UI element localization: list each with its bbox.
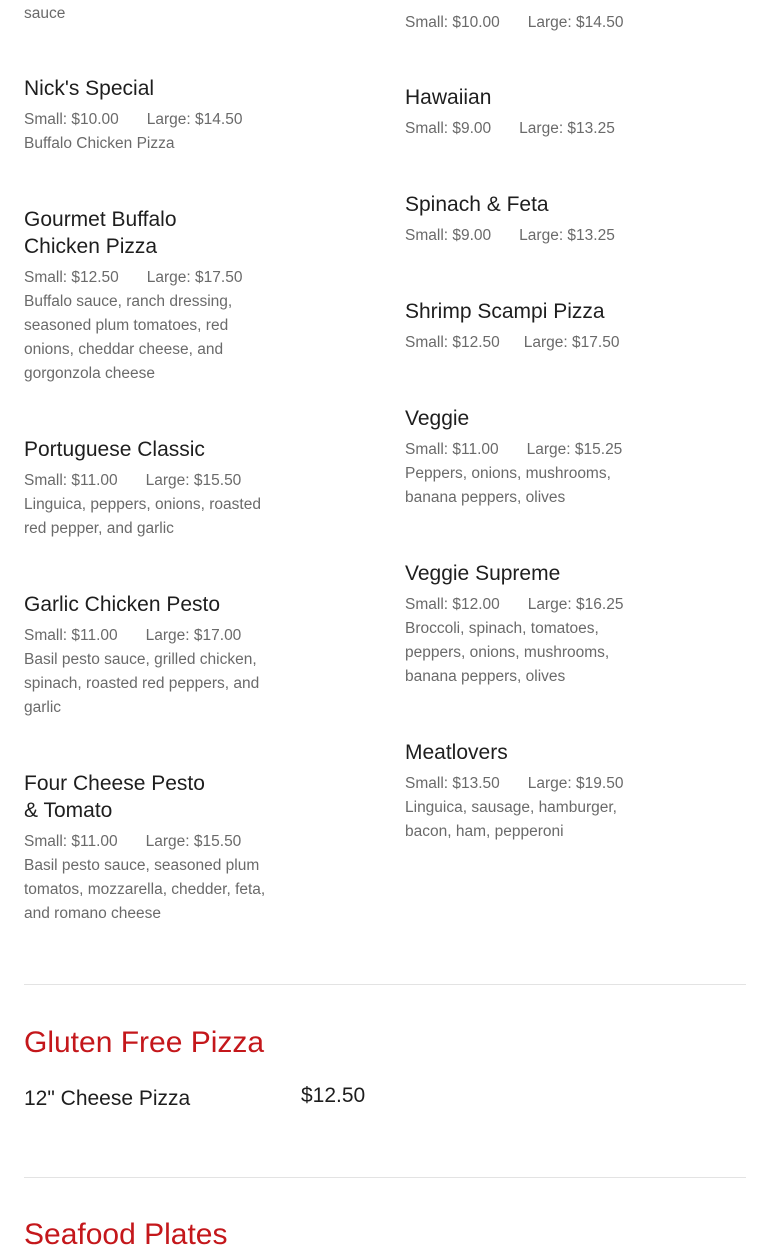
item-description-fragment: sauce: [24, 5, 66, 22]
menu-item: [24, 770, 269, 926]
small-price: Small: $13.50: [405, 775, 500, 792]
large-price: Large: $14.50: [146, 111, 243, 128]
small-price: Small: $11.00: [24, 472, 118, 489]
item-prices: [405, 224, 655, 248]
small-price: Small: $9.00: [405, 227, 492, 244]
section-divider: [24, 984, 746, 985]
item-name: Hawaiian: [405, 86, 492, 109]
large-price: Large: $13.25: [519, 227, 615, 244]
item-name: Four Cheese Pesto & Tomato: [24, 772, 205, 822]
small-price: Small: $9.00: [405, 120, 492, 137]
menu-item: [405, 84, 655, 141]
item-name: 12" Cheese Pizza: [24, 1087, 191, 1110]
item-description: Linguica, peppers, onions, roasted red pepper, and garlic: [24, 496, 261, 537]
menu-item: [24, 206, 243, 386]
item-description: Buffalo sauce, ranch dressing, seasoned plum tomatoes, red onions, cheddar cheese, and gorgonzola cheese: [24, 293, 233, 382]
menu-item: [405, 560, 624, 689]
item-name: Nick's Special: [24, 77, 155, 100]
large-price: Large: $14.50: [527, 14, 624, 31]
section-title-seafood: Seafood Plates: [24, 1218, 228, 1251]
small-price: Small: $12.00: [405, 596, 500, 613]
large-price: Large: $17.50: [523, 334, 620, 351]
item-name: Veggie: [405, 407, 470, 430]
item-name: Portuguese Classic: [24, 438, 205, 461]
small-price: Small: $11.00: [405, 441, 499, 458]
item-prices: [24, 830, 269, 854]
large-price: Large: $13.25: [519, 120, 615, 137]
menu-item: [405, 739, 624, 844]
item-name: Gourmet Buffalo Chicken Pizza: [24, 208, 177, 258]
item-description: Basil pesto sauce, grilled chicken, spinach, roasted red peppers, and garlic: [24, 651, 260, 716]
small-price: Small: $10.00: [405, 14, 500, 31]
item-description: Peppers, onions, mushrooms, banana peppers, olives: [405, 465, 611, 506]
menu-item: [405, 298, 655, 355]
item-name: Shrimp Scampi Pizza: [405, 300, 605, 323]
item-name: Meatlovers: [405, 741, 508, 764]
large-price: Large: $17.00: [145, 627, 242, 644]
large-price: Large: $15.50: [145, 833, 242, 850]
large-price: Large: $15.50: [145, 472, 242, 489]
section-title-gluten-free: Gluten Free Pizza: [24, 1026, 265, 1059]
item-prices: [405, 331, 655, 355]
menu-item: [24, 591, 274, 720]
section-divider: [24, 1177, 746, 1178]
item-prices: [405, 593, 624, 617]
item-prices: [24, 266, 243, 290]
item-description: Linguica, sausage, hamburger, bacon, ham, pepperoni: [405, 799, 617, 840]
item-prices-fragment: [405, 11, 623, 35]
small-price: Small: $11.00: [24, 833, 118, 850]
menu-item: [24, 436, 274, 541]
item-prices: [24, 624, 274, 648]
item-description: Buffalo Chicken Pizza: [24, 135, 175, 152]
small-price: Small: $10.00: [24, 111, 119, 128]
large-price: Large: $15.25: [526, 441, 623, 458]
large-price: Large: $16.25: [527, 596, 624, 613]
item-prices: [405, 438, 623, 462]
item-name: Veggie Supreme: [405, 562, 561, 585]
menu-item: [405, 191, 655, 248]
small-price: Small: $12.50: [405, 334, 500, 351]
item-name: Spinach & Feta: [405, 193, 549, 216]
item-prices: [405, 117, 655, 141]
item-prices: [24, 469, 274, 493]
item-prices: [405, 772, 624, 796]
item-name: Garlic Chicken Pesto: [24, 593, 221, 616]
small-price: Small: $12.50: [24, 269, 119, 286]
menu-item: [24, 75, 274, 156]
item-prices: [24, 108, 274, 132]
large-price: Large: $17.50: [146, 269, 243, 286]
large-price: Large: $19.50: [527, 775, 624, 792]
item-description: Broccoli, spinach, tomatoes, peppers, onions, mushrooms, banana peppers, olives: [405, 620, 610, 685]
menu-item: [405, 405, 623, 510]
item-price: $12.50: [301, 1084, 366, 1107]
small-price: Small: $11.00: [24, 627, 118, 644]
item-description: Basil pesto sauce, seasoned plum tomatos, mozzarella, chedder, feta, and romano cheese: [24, 857, 266, 922]
